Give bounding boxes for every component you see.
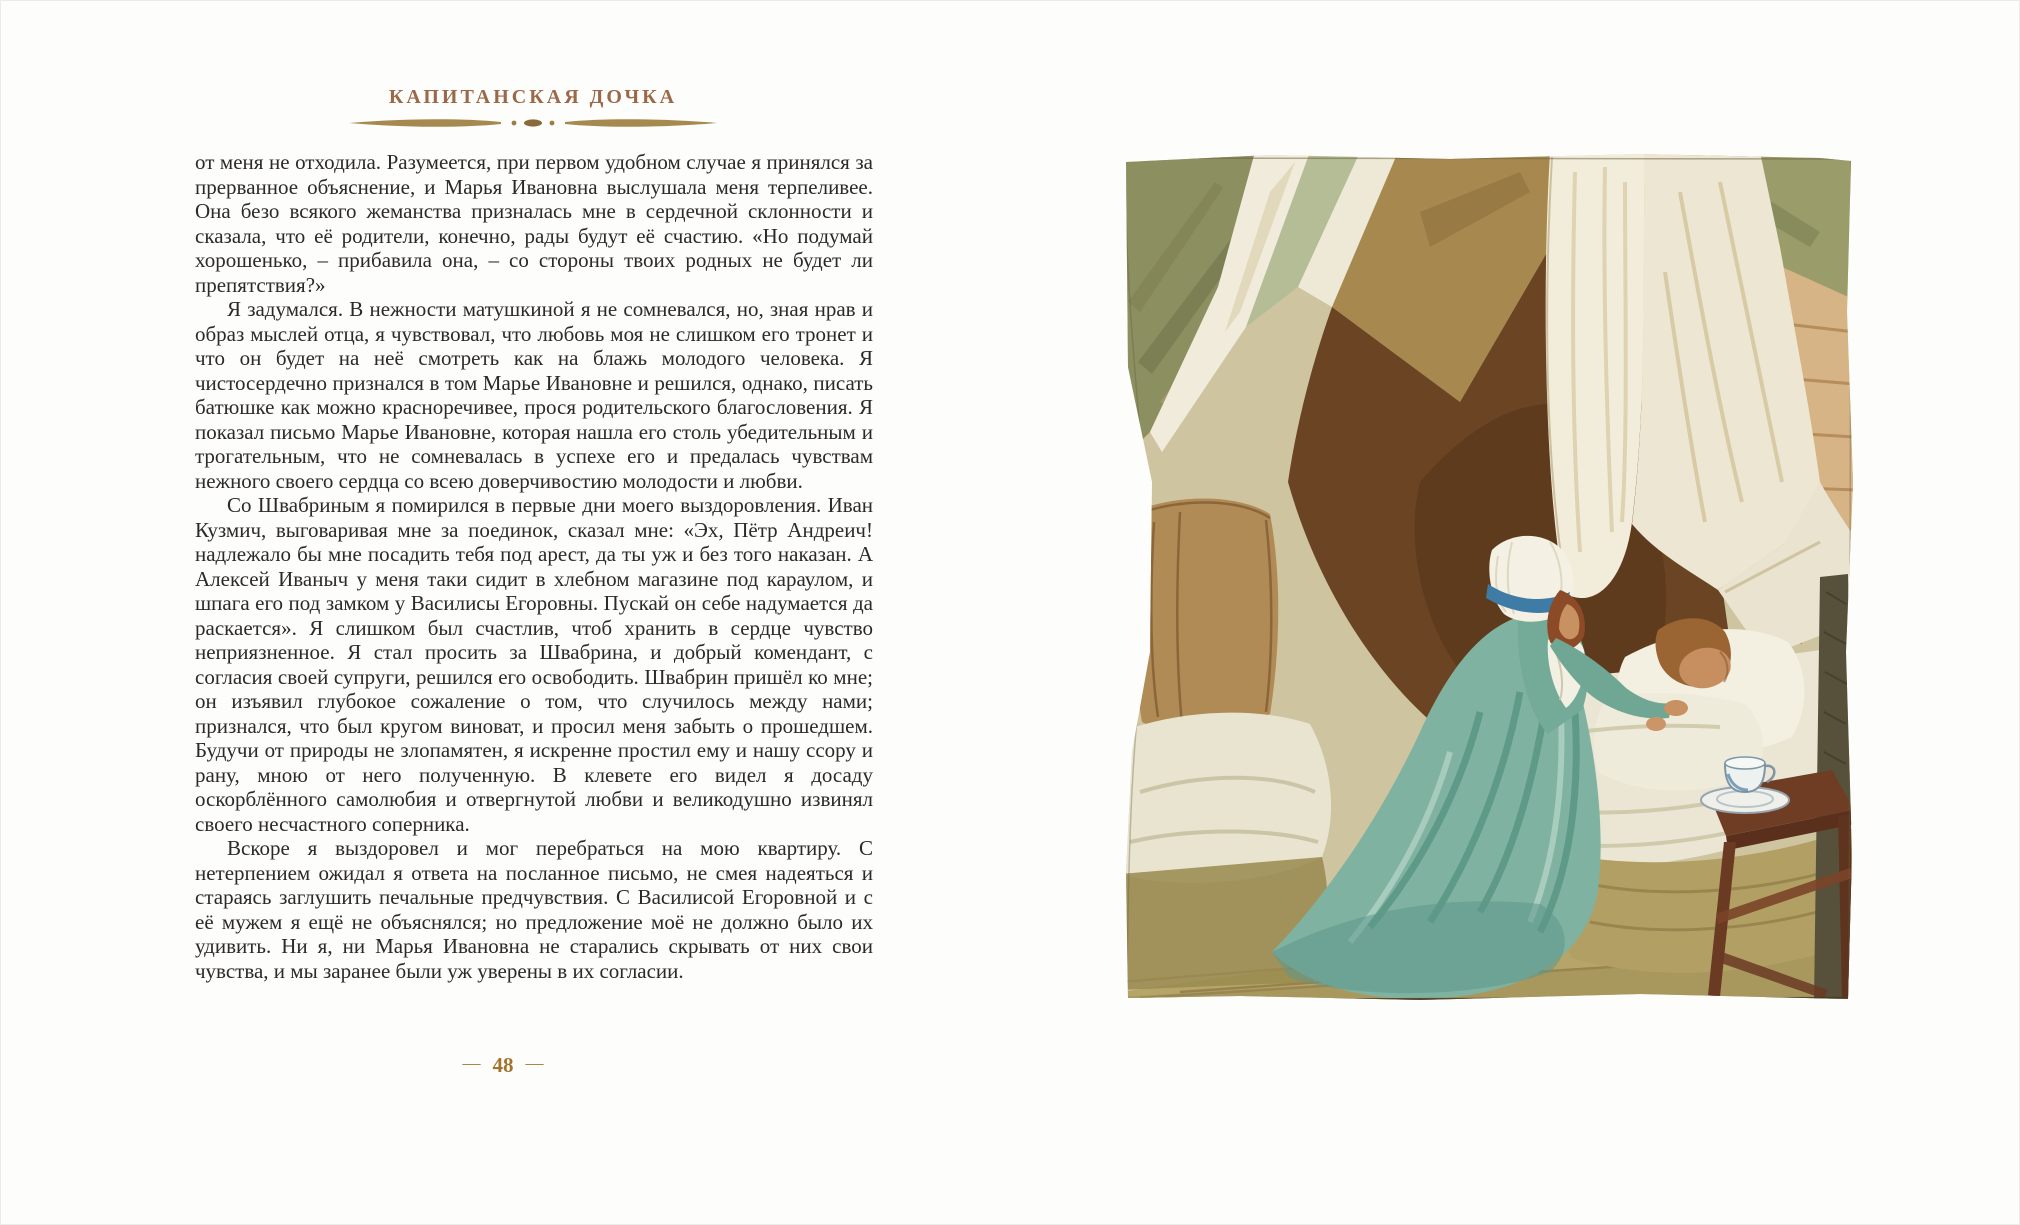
bedside-watercolor-illustration <box>1120 152 1855 1003</box>
running-head: КАПИТАНСКАЯ ДОЧКА <box>388 86 678 108</box>
header-ornament-rule <box>343 115 723 131</box>
page-number-dash-left: — <box>462 1053 481 1073</box>
paragraph: от меня не отходила. Разумеется, при первом удобном случае я принялся за прерванное объяснение, и Марья Ивановна выслушала меня терпеливее. Она безо всякого жеманства призналась мне в сердечной склонности и сказала, что её родители, конечно, рады будут её счастию. «Но подумай хорошенько, – прибавила она, – со стороны твоих родных не будет ли препятствия?» <box>195 150 873 297</box>
page-number-dash-right: — <box>525 1053 544 1073</box>
page-number-value: 48 <box>492 1053 514 1077</box>
paragraph: Вскоре я выздоровел и мог перебраться на мою квартиру. С нетерпением ожидал я ответа на посланное письмо, не смея надеяться и стараясь заглушить печальные предчувствия. С Василисой Егоровной и с её мужем я ещё не объяснялся; но предложение моё не должно было их удивить. Ни я, ни Марья Ивановна не старались скрывать от них свои чувства, и мы заранее были уж уверены в их согласии. <box>195 836 873 983</box>
body-text <box>195 150 873 983</box>
hand <box>1664 700 1688 716</box>
page-number <box>463 1053 544 1078</box>
paragraph: Я задумался. В нежности матушкиной я не сомневался, но, зная нрав и образ мыслей отца, я чувствовал, что любовь моя не слишком его тронет и что он будет на неё смотреть как на блажь молодого человека. Я чистосердечно признался в том Марье Ивановне и решился, однако, писать батюшке как можно красноречивее, прося родительского благословения. Я показал письмо Марье Ивановне, которая нашла его столь убедительным и трогательным, что не сомневалась в успехе его и предалась чувствам нежного своего сердца со всею доверчивостию молодости и любви. <box>195 297 873 493</box>
patient-hand <box>1646 717 1666 731</box>
paragraph: Со Швабриным я помирился в первые дни моего выздоровления. Иван Кузмич, выговаривая мне за поединок, сказал мне: «Эх, Пётр Андреич! надлежало бы мне посадить тебя под арест, да ты уж и без того наказан. А Алексей Иваныч у меня таки сидит в хлебном магазине под караулом, и шпага его под замком у Василисы Егоровны. Пускай он себе надумается да раскается». Я слишком был счастлив, чтоб хранить в сердце чувство неприязненное. Я стал просить за Швабрина, и добрый комендант, с согласия своей супруги, решился его освободить. Швабрин пришёл ко мне; он изъявил глубокое сожаление о том, что случилось между нами; признался, что был кругом виноват, и просил меня забыть о прошедшем. Будучи от природы не злопамятен, я искренне простил ему и нашу ссору и рану, мною от него полученную. В клевете его видел я досаду оскорблённого самолюбия и отвергнутой любви и великодушно извинял своего несчастного соперника. <box>195 493 873 836</box>
